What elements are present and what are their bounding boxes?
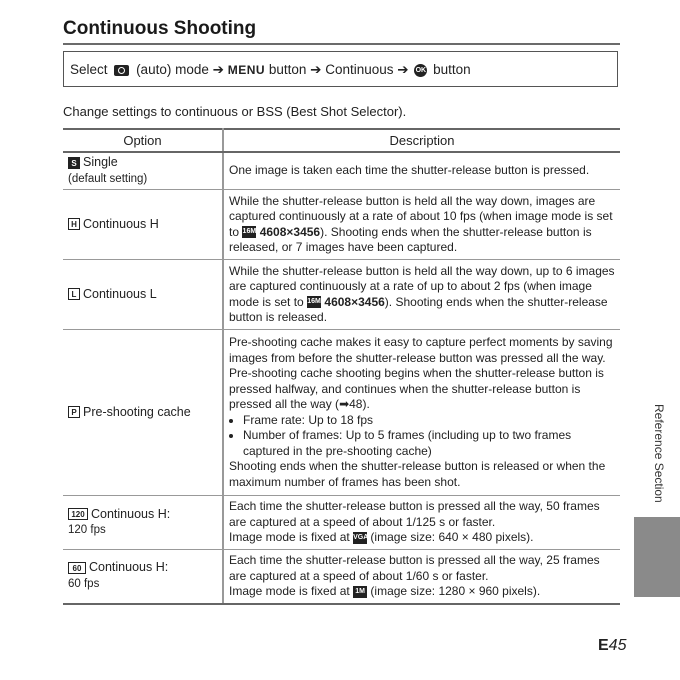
ok-icon: OK [414,64,427,77]
option-label: Continuous H: [89,560,169,575]
option-cell [63,496,223,550]
option-label: Continuous L [83,286,157,301]
continuous-l-icon: L [68,288,80,300]
table-row [63,330,620,496]
option-label: Continuous H: [91,506,171,521]
intro-text: Change settings to continuous or BSS (Best Shot Selector). [63,104,407,119]
description-text: While the shutter-release button is held all the way down, up to 6 images are captured continuously at a rate of up to about 2 fps (when image mode is set to [229,263,615,309]
description-text: Pre-shooting cache makes it easy to capture perfect moments by saving images from before the shutter-release button was pressed all the way. Pre-shooting cache shooting begins when the shutter-release button is pressed halfway, and continues when the shutter-release button is pressed all the way ( [229,335,613,411]
option-cell [63,330,223,496]
table-row [63,550,620,604]
image-mode-16m-icon: 16M [307,296,321,308]
image-size: 4608×3456 [324,294,385,309]
section-tab [634,517,680,597]
path-button2: button [433,62,471,77]
page-reference: ➡48 [339,397,363,411]
list-item: • Frame rate: Up to 18 fps [243,413,616,429]
description-text: One image is taken each time the shutter-release button is pressed. [229,163,590,178]
option-label: Continuous H [83,216,159,231]
description-text: ). Shooting ends when the shutter-release button is released. [229,294,608,324]
menu-icon: MENU [227,63,266,77]
image-mode-16m-icon: 16M [242,226,256,238]
description-text: Shooting ends when the shutter-release button is released or when the maximum number of frames has been shot. [229,459,606,489]
title-rule [63,43,620,45]
menu-path-box [63,51,618,87]
camera-icon [114,65,129,76]
arrow-icon: ➔ [310,62,322,77]
option-sub: 120 fps [68,524,106,536]
description-text: While the shutter-release button is held all the way down, images are captured continuously at a rate of about 10 fps (when image mode is set to [229,193,613,239]
col-option-header: Option [63,129,223,152]
arrow-icon: ➔ [212,62,224,77]
description-cell [223,330,620,496]
option-cell [63,152,223,190]
list-item: • Number of frames: Up to 5 frames (including up to two frames captured in the pre-shooting cache) [243,428,616,459]
page-number [598,637,626,655]
description-cell [223,152,620,190]
image-size: 4608×3456 [259,224,321,239]
reference-prefix-icon: E [598,637,609,654]
option-cell [63,260,223,330]
continuous-h-120-icon: 120 [68,508,88,520]
path-auto: (auto) mode [136,62,209,77]
description-cell [223,260,620,330]
option-cell [63,550,223,604]
description-text: Each time the shutter-release button is pressed all the way, 50 frames are captured at a speed of about 1/125 s or faster. [229,499,600,529]
table-row [63,152,620,190]
page-number-value: 45 [608,637,627,654]
description-text: Each time the shutter-release button is pressed all the way, 25 frames are captured at a speed of about 1/60 s or faster. [229,553,600,583]
description-text: Image mode is fixed at [229,584,350,598]
continuous-h-icon: H [68,218,80,230]
arrow-icon: ➔ [397,62,409,77]
single-icon: S [68,157,80,169]
option-sub: (default setting) [68,172,148,185]
image-mode-vga-icon: VGA [353,532,367,544]
option-label: Pre-shooting cache [83,404,191,419]
table-row [63,496,620,550]
description-text: (image size: 640 × 480 pixels). [370,530,534,545]
bullet-list [229,413,616,460]
description-text: ). Shooting ends when the shutter-release button is released, or 7 images have been captured. [229,224,592,254]
page-title: Continuous Shooting [63,18,257,39]
description-text: Image mode is fixed at [229,530,350,545]
path-select: Select [70,62,108,77]
path-button: button [268,62,307,77]
description-cell [223,550,620,604]
pre-shooting-cache-icon: P [68,406,80,418]
table-row [63,260,620,330]
table-row [63,190,620,260]
image-mode-1m-icon: 1M [353,586,367,598]
description-text: (image size: 1280 × 960 pixels). [370,584,541,598]
option-sub: 60 fps [68,577,100,590]
table-header-row [63,129,620,152]
continuous-h-60-icon: 60 [68,562,86,574]
option-label: Single [83,155,118,169]
option-cell [63,190,223,260]
path-continuous: Continuous [325,62,394,77]
settings-table [63,128,620,605]
col-description-header: Description [223,129,620,152]
section-label: Reference Section [652,404,666,503]
description-cell [223,190,620,260]
description-cell [223,496,620,550]
description-text: ). [362,397,370,411]
